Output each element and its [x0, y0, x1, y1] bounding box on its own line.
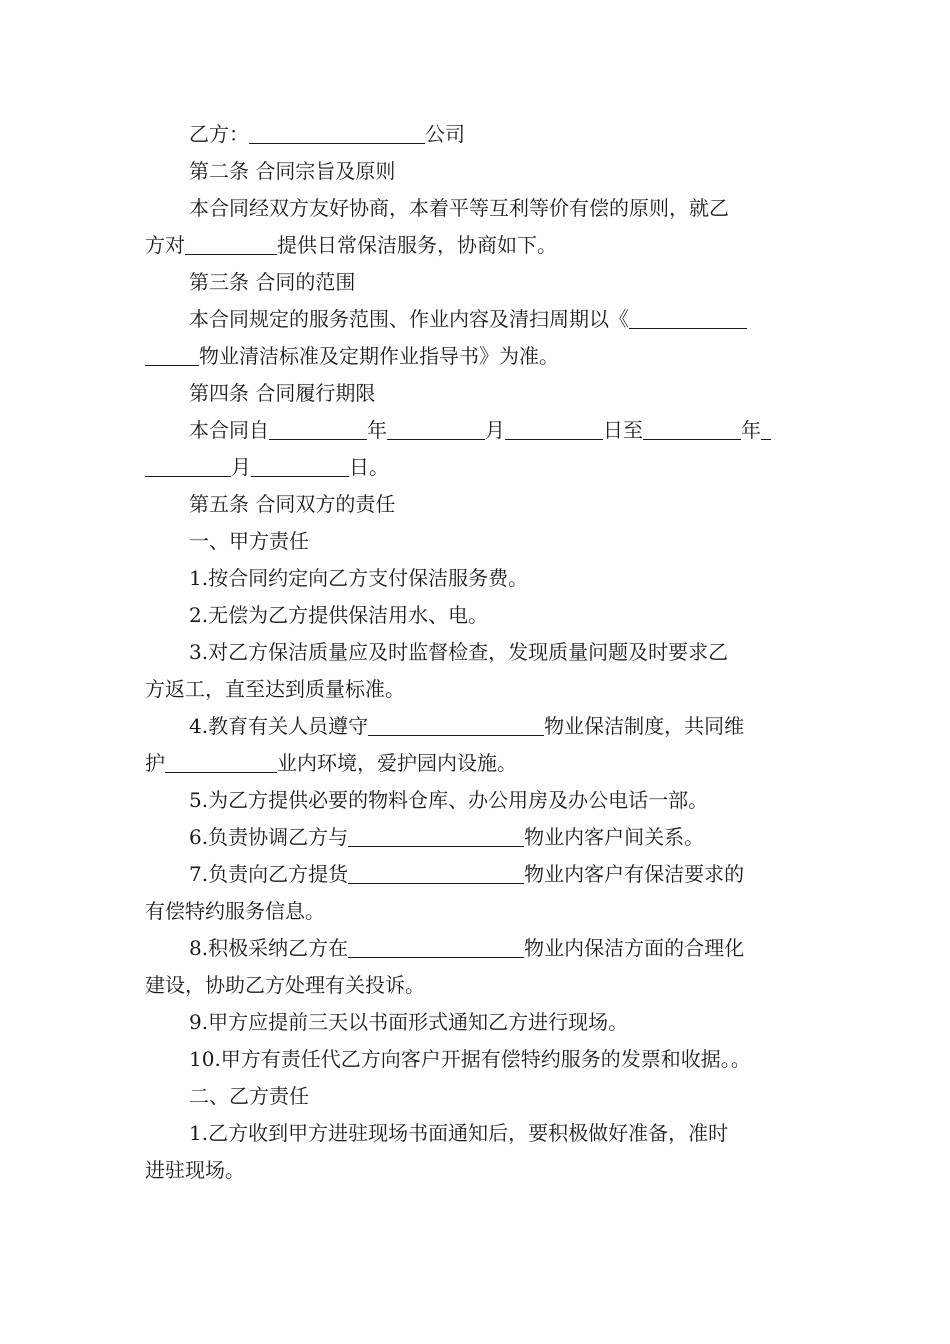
party-b-duties-title: 二、乙方责任 [189, 1084, 309, 1108]
party-a-duty-8: 8.积极采纳乙方在 物业内保洁方面的合理化 [189, 936, 745, 960]
party-a-duty-8-cont: 建设，协助乙方处理有关投诉。 [145, 973, 425, 997]
article-2-title: 第二条 合同宗旨及原则 [189, 159, 396, 183]
party-a-duty-7: 7.负责向乙方提货 物业内客户有保洁要求的 [189, 862, 745, 886]
party-b-duty-1: 1.乙方收到甲方进驻现场书面通知后，要积极做好准备，准时 [189, 1121, 729, 1145]
article-4-body-line1: 本合同自 年 月 日至 年 [145, 412, 810, 449]
blank-standard-cont [145, 345, 199, 366]
party-a-duty-3: 3.对乙方保洁质量应及时监督检查，发现质量问题及时要求乙 [189, 640, 729, 664]
party-a-duty-4-cont: 护 业内环境，爱护园内设施。 [145, 751, 517, 775]
blank-company [249, 123, 425, 144]
article-3-title: 第三条 合同的范围 [189, 270, 356, 294]
party-b-line: 乙方： 公司 [189, 122, 465, 146]
article-3-body-line1: 本合同规定的服务范围、作业内容及清扫周期以《 [145, 301, 810, 338]
article-4-body-line2: 月 日。 [145, 449, 810, 486]
contract-document [145, 116, 810, 1189]
party-a-duty-1: 1.按合同约定向乙方支付保洁服务费。 [189, 566, 529, 590]
blank-end-year-tail [761, 419, 771, 440]
party-a-duty-6: 6.负责协调乙方与 物业内客户间关系。 [189, 825, 705, 849]
blank-property-2 [165, 752, 277, 773]
blank-start-day [505, 419, 603, 440]
party-a-duty-5: 5.为乙方提供必要的物料仓库、办公用房及办公电话一部。 [189, 788, 709, 812]
article-4-title: 第四条 合同履行期限 [189, 381, 376, 405]
blank-property-5 [348, 937, 524, 958]
article-5-title: 第五条 合同双方的责任 [189, 492, 396, 516]
party-a-duty-2: 2.无偿为乙方提供保洁用水、电。 [189, 603, 489, 627]
blank-property-1 [368, 715, 544, 736]
blank-start-month [387, 419, 485, 440]
blank-end-month [145, 456, 231, 477]
blank-standard [629, 308, 747, 329]
party-a-duty-7-cont: 有偿特约服务信息。 [145, 899, 325, 923]
blank-start-year [269, 419, 367, 440]
blank-property-4 [348, 863, 524, 884]
article-2-body-line1: 本合同经双方友好协商，本着平等互利等价有偿的原则，就乙 [189, 196, 729, 220]
party-b-duty-1-cont: 进驻现场。 [145, 1158, 245, 1182]
blank-end-year [643, 419, 741, 440]
party-a-duty-3-cont: 方返工，直至达到质量标准。 [145, 677, 405, 701]
party-a-duties-title: 一、甲方责任 [189, 529, 309, 553]
blank-object [185, 234, 277, 255]
party-a-duty-4: 4.教育有关人员遵守 物业保洁制度，共同维 [189, 714, 745, 738]
article-2-body-line2: 方对 提供日常保洁服务，协商如下。 [145, 233, 557, 257]
article-3-body-line2: 物业清洁标准及定期作业指导书》为准。 [145, 338, 810, 375]
blank-property-3 [348, 826, 524, 847]
party-a-duty-10: 10.甲方有责任代乙方向客户开据有偿特约服务的发票和收据。。 [189, 1047, 751, 1071]
party-a-duty-9: 9.甲方应提前三天以书面形式通知乙方进行现场。 [189, 1010, 629, 1034]
blank-end-day [251, 456, 349, 477]
